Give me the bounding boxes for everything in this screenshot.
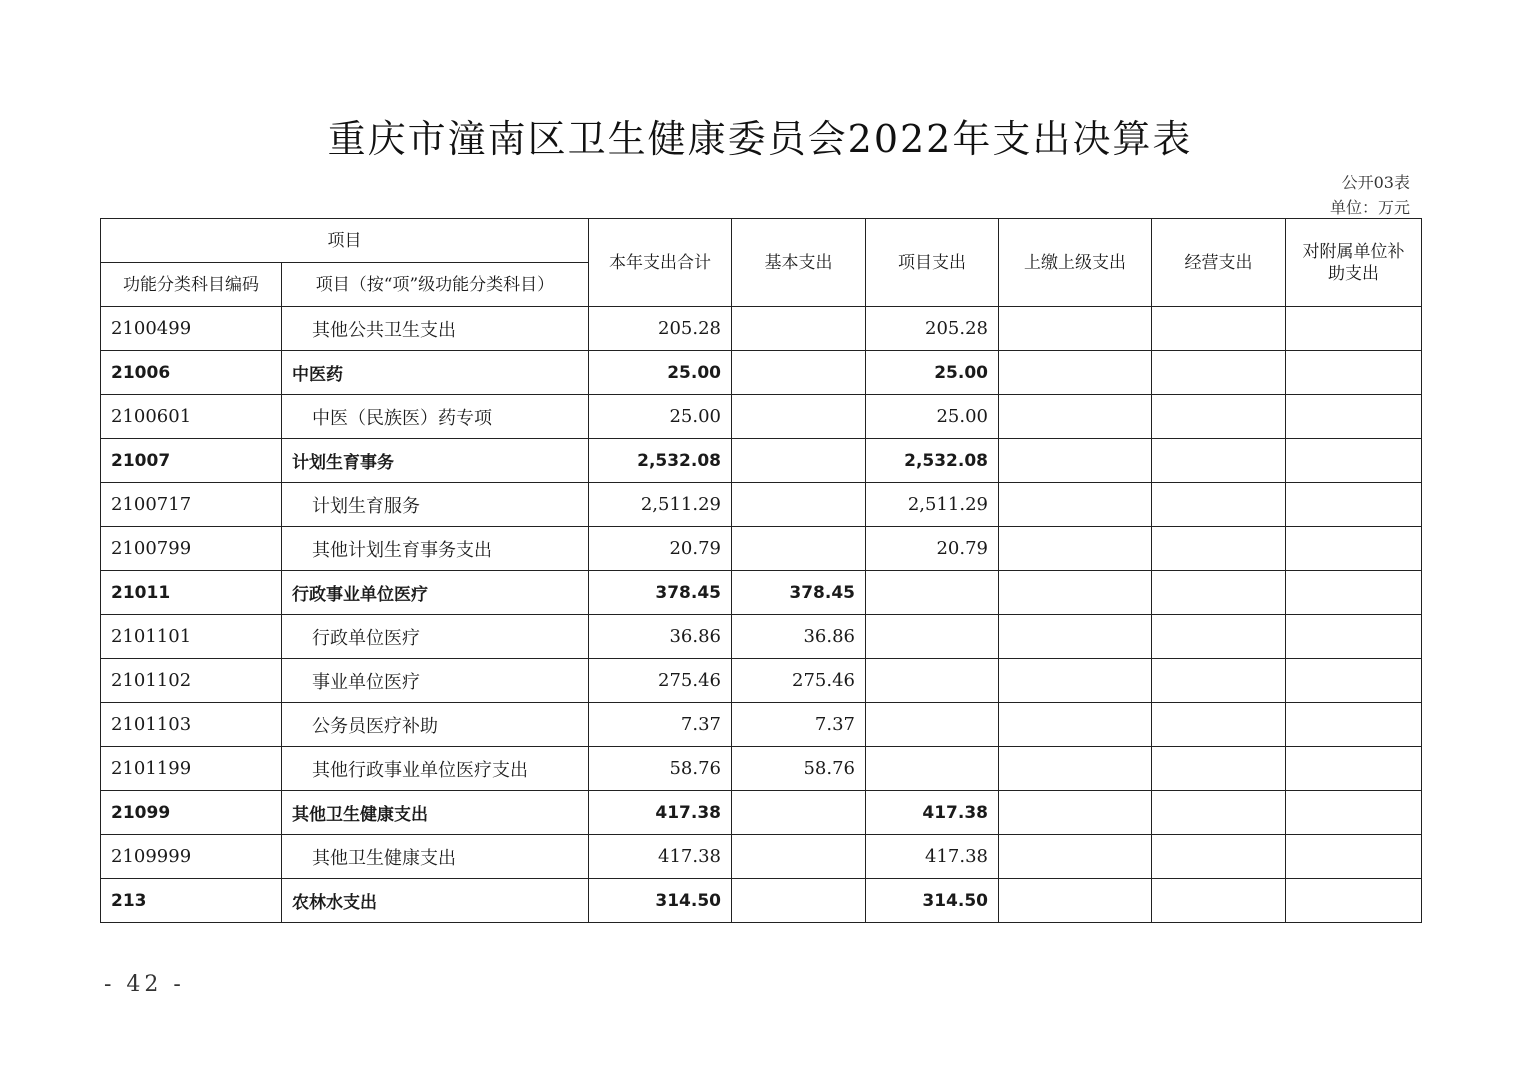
cell-subsidy (1286, 615, 1422, 659)
cell-code: 2100717 (101, 483, 282, 527)
cell-code: 21007 (101, 439, 282, 483)
cell-code: 2101103 (101, 703, 282, 747)
cell-basic: 378.45 (732, 571, 866, 615)
cell-code: 2101102 (101, 659, 282, 703)
cell-basic: 275.46 (732, 659, 866, 703)
cell-code: 21011 (101, 571, 282, 615)
cell-code: 21099 (101, 791, 282, 835)
cell-upper (999, 527, 1152, 571)
cell-total: 417.38 (589, 791, 732, 835)
cell-business (1152, 879, 1286, 923)
cell-name: 事业单位医疗 (282, 659, 589, 703)
cell-subsidy (1286, 835, 1422, 879)
cell-subsidy (1286, 659, 1422, 703)
cell-upper (999, 747, 1152, 791)
table-row (101, 439, 1422, 483)
cell-upper (999, 615, 1152, 659)
cell-code: 2100601 (101, 395, 282, 439)
cell-code: 2101101 (101, 615, 282, 659)
table-row (101, 835, 1422, 879)
cell-total: 7.37 (589, 703, 732, 747)
header-code: 功能分类科目编码 (101, 263, 282, 307)
cell-project: 417.38 (866, 835, 999, 879)
table-row (101, 615, 1422, 659)
cell-name: 中医（民族医）药专项 (282, 395, 589, 439)
table-row (101, 879, 1422, 923)
cell-total: 25.00 (589, 351, 732, 395)
header-subsidy: 对附属单位补助支出 (1286, 219, 1422, 307)
cell-business (1152, 351, 1286, 395)
cell-code: 2109999 (101, 835, 282, 879)
cell-basic (732, 351, 866, 395)
cell-upper (999, 483, 1152, 527)
cell-total: 20.79 (589, 527, 732, 571)
cell-name: 其他公共卫生支出 (282, 307, 589, 351)
cell-business (1152, 395, 1286, 439)
cell-name: 中医药 (282, 351, 589, 395)
cell-total: 275.46 (589, 659, 732, 703)
cell-name: 其他卫生健康支出 (282, 791, 589, 835)
cell-upper (999, 439, 1152, 483)
cell-subsidy (1286, 351, 1422, 395)
cell-business (1152, 307, 1286, 351)
table-row (101, 351, 1422, 395)
table-row (101, 571, 1422, 615)
cell-total: 36.86 (589, 615, 732, 659)
cell-business (1152, 835, 1286, 879)
cell-subsidy (1286, 791, 1422, 835)
cell-upper (999, 307, 1152, 351)
cell-code: 2100499 (101, 307, 282, 351)
cell-upper (999, 659, 1152, 703)
cell-basic (732, 879, 866, 923)
unit-label: 单位：万元 (1329, 198, 1410, 217)
cell-upper (999, 703, 1152, 747)
form-number: 公开03表 (1341, 173, 1410, 192)
table-header (101, 219, 1422, 307)
table-row (101, 483, 1422, 527)
cell-project: 2,532.08 (866, 439, 999, 483)
cell-total: 25.00 (589, 395, 732, 439)
page-number: - 42 - (104, 972, 185, 997)
cell-project: 205.28 (866, 307, 999, 351)
cell-upper (999, 395, 1152, 439)
cell-subsidy (1286, 307, 1422, 351)
cell-code: 2100799 (101, 527, 282, 571)
table-row (101, 307, 1422, 351)
cell-name: 公务员医疗补助 (282, 703, 589, 747)
table-row (101, 527, 1422, 571)
cell-project: 20.79 (866, 527, 999, 571)
cell-subsidy (1286, 395, 1422, 439)
cell-name: 农林水支出 (282, 879, 589, 923)
cell-name: 行政单位医疗 (282, 615, 589, 659)
cell-name: 其他卫生健康支出 (282, 835, 589, 879)
table-row (101, 659, 1422, 703)
cell-basic: 58.76 (732, 747, 866, 791)
cell-subsidy (1286, 571, 1422, 615)
cell-total: 2,511.29 (589, 483, 732, 527)
cell-project: 25.00 (866, 351, 999, 395)
cell-subsidy (1286, 483, 1422, 527)
cell-upper (999, 791, 1152, 835)
cell-project: 25.00 (866, 395, 999, 439)
header-project: 项目 (101, 219, 589, 263)
cell-name: 其他计划生育事务支出 (282, 527, 589, 571)
cell-basic (732, 439, 866, 483)
cell-business (1152, 703, 1286, 747)
cell-basic (732, 835, 866, 879)
cell-upper (999, 879, 1152, 923)
cell-project (866, 615, 999, 659)
cell-code: 213 (101, 879, 282, 923)
cell-subsidy (1286, 439, 1422, 483)
cell-upper (999, 351, 1152, 395)
header-project-expenditure: 项目支出 (866, 219, 999, 307)
cell-basic (732, 791, 866, 835)
cell-upper (999, 835, 1152, 879)
cell-project (866, 571, 999, 615)
cell-total: 417.38 (589, 835, 732, 879)
expenditure-table (100, 218, 1422, 923)
table-row (101, 747, 1422, 791)
cell-total: 378.45 (589, 571, 732, 615)
cell-business (1152, 571, 1286, 615)
cell-business (1152, 747, 1286, 791)
cell-business (1152, 439, 1286, 483)
header-total: 本年支出合计 (589, 219, 732, 307)
cell-name: 行政事业单位医疗 (282, 571, 589, 615)
cell-basic (732, 483, 866, 527)
cell-basic (732, 527, 866, 571)
cell-basic (732, 395, 866, 439)
cell-business (1152, 615, 1286, 659)
cell-project (866, 703, 999, 747)
table-row (101, 703, 1422, 747)
cell-business (1152, 659, 1286, 703)
cell-total: 205.28 (589, 307, 732, 351)
cell-business (1152, 483, 1286, 527)
cell-project (866, 747, 999, 791)
cell-basic: 36.86 (732, 615, 866, 659)
cell-subsidy (1286, 747, 1422, 791)
table-row (101, 791, 1422, 835)
cell-total: 2,532.08 (589, 439, 732, 483)
cell-project: 417.38 (866, 791, 999, 835)
table-row (101, 395, 1422, 439)
cell-total: 314.50 (589, 879, 732, 923)
cell-basic (732, 307, 866, 351)
header-business: 经营支出 (1152, 219, 1286, 307)
table-body (101, 307, 1422, 923)
cell-project (866, 659, 999, 703)
cell-business (1152, 527, 1286, 571)
cell-total: 58.76 (589, 747, 732, 791)
cell-project: 2,511.29 (866, 483, 999, 527)
cell-subsidy (1286, 879, 1422, 923)
header-item: 项目（按“项”级功能分类科目） (282, 263, 589, 307)
header-basic: 基本支出 (732, 219, 866, 307)
cell-name: 其他行政事业单位医疗支出 (282, 747, 589, 791)
cell-code: 2101199 (101, 747, 282, 791)
header-upper: 上缴上级支出 (999, 219, 1152, 307)
cell-subsidy (1286, 703, 1422, 747)
cell-upper (999, 571, 1152, 615)
cell-name: 计划生育服务 (282, 483, 589, 527)
cell-business (1152, 791, 1286, 835)
cell-code: 21006 (101, 351, 282, 395)
cell-subsidy (1286, 527, 1422, 571)
page-title: 重庆市潼南区卫生健康委员会2022年支出决算表 (327, 117, 1193, 161)
cell-project: 314.50 (866, 879, 999, 923)
cell-name: 计划生育事务 (282, 439, 589, 483)
cell-basic: 7.37 (732, 703, 866, 747)
